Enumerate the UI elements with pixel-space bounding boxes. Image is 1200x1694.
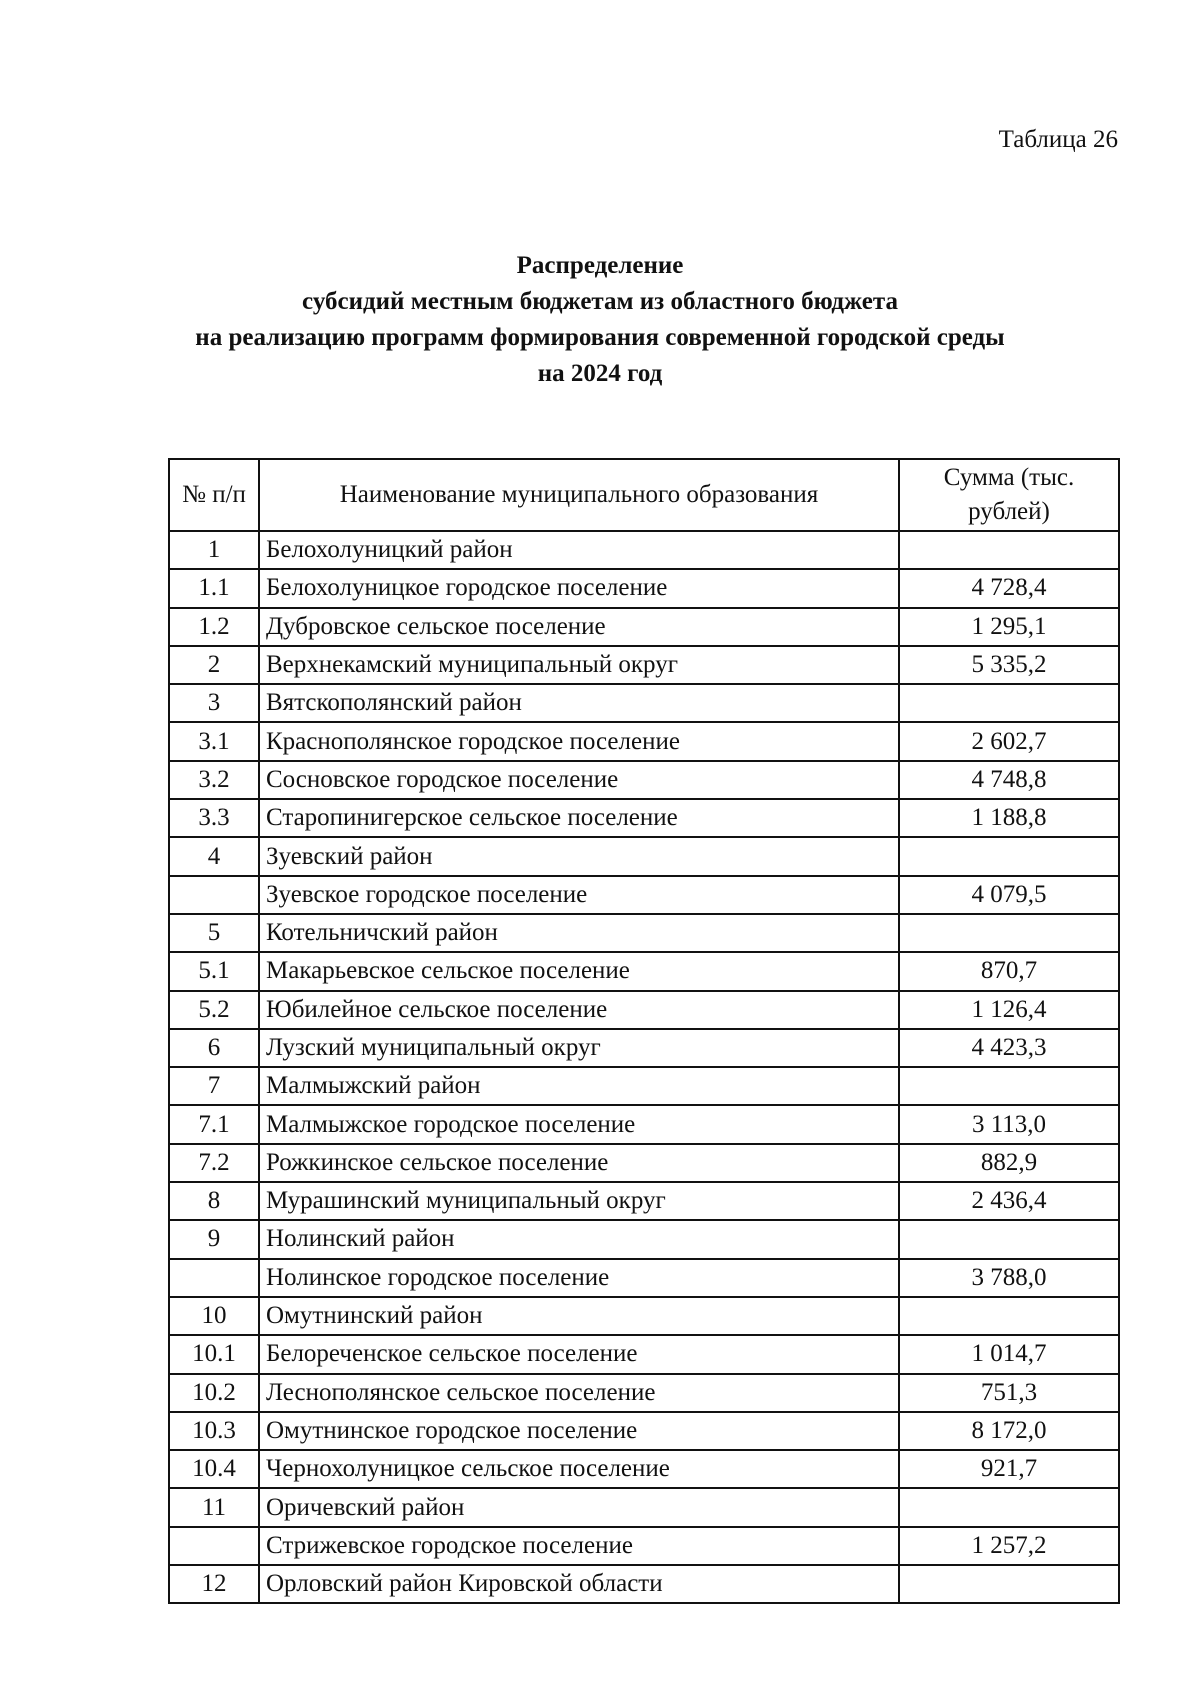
row-number-cell: 6 xyxy=(169,1029,259,1067)
table-row xyxy=(169,1144,1119,1182)
row-sum-cell: 1 014,7 xyxy=(899,1335,1119,1373)
row-sum-cell: 882,9 xyxy=(899,1144,1119,1182)
row-number-cell: 5.1 xyxy=(169,952,259,990)
table-row xyxy=(169,531,1119,569)
row-sum-cell: 8 172,0 xyxy=(899,1412,1119,1450)
title-line-3: на реализацию программ формирования современной городской среды xyxy=(195,324,1005,351)
row-name-cell: Малмыжский район xyxy=(259,1067,899,1105)
row-name-cell: Нолинский район xyxy=(259,1220,899,1258)
row-number-cell: 8 xyxy=(169,1182,259,1220)
row-name-cell: Нолинское городское поселение xyxy=(259,1259,899,1297)
table-row xyxy=(169,1067,1119,1105)
table-row xyxy=(169,952,1119,990)
column-header-sum: Сумма (тыс. рублей) xyxy=(899,459,1119,531)
table-row xyxy=(169,837,1119,875)
row-number-cell: 7.2 xyxy=(169,1144,259,1182)
row-name-cell: Дубровское сельское поселение xyxy=(259,608,899,646)
row-name-cell: Юбилейное сельское поселение xyxy=(259,991,899,1029)
row-number-cell xyxy=(169,876,259,914)
row-sum-cell xyxy=(899,1067,1119,1105)
table-row xyxy=(169,569,1119,607)
row-sum-cell: 1 257,2 xyxy=(899,1527,1119,1565)
row-number-cell: 4 xyxy=(169,837,259,875)
row-sum-cell: 5 335,2 xyxy=(899,646,1119,684)
table-row xyxy=(169,914,1119,952)
row-sum-cell: 751,3 xyxy=(899,1374,1119,1412)
row-number-cell: 5.2 xyxy=(169,991,259,1029)
row-name-cell: Зуевское городское поселение xyxy=(259,876,899,914)
row-number-cell: 3.3 xyxy=(169,799,259,837)
row-number-cell: 3.2 xyxy=(169,761,259,799)
row-sum-cell: 3 788,0 xyxy=(899,1259,1119,1297)
row-sum-cell: 3 113,0 xyxy=(899,1105,1119,1143)
table-row xyxy=(169,1412,1119,1450)
column-header-number: № п/п xyxy=(169,459,259,531)
row-sum-cell xyxy=(899,837,1119,875)
row-name-cell: Белореченское сельское поселение xyxy=(259,1335,899,1373)
row-number-cell: 10 xyxy=(169,1297,259,1335)
row-number-cell: 10.3 xyxy=(169,1412,259,1450)
row-name-cell: Омутнинский район xyxy=(259,1297,899,1335)
row-sum-cell: 2 436,4 xyxy=(899,1182,1119,1220)
row-name-cell: Старопинигерское сельское поселение xyxy=(259,799,899,837)
subsidy-table xyxy=(168,458,1120,1604)
row-name-cell: Белохолуницкий район xyxy=(259,531,899,569)
row-sum-cell xyxy=(899,1220,1119,1258)
row-name-cell: Мурашинский муниципальный округ xyxy=(259,1182,899,1220)
row-number-cell: 10.4 xyxy=(169,1450,259,1488)
table-row xyxy=(169,799,1119,837)
row-sum-cell xyxy=(899,1565,1119,1603)
table-row xyxy=(169,1335,1119,1373)
row-name-cell: Краснополянское городское поселение xyxy=(259,722,899,760)
row-name-cell: Омутнинское городское поселение xyxy=(259,1412,899,1450)
row-name-cell: Леснополянское сельское поселение xyxy=(259,1374,899,1412)
table-row xyxy=(169,722,1119,760)
table-row xyxy=(169,1259,1119,1297)
row-number-cell: 10.1 xyxy=(169,1335,259,1373)
row-number-cell: 3 xyxy=(169,684,259,722)
title-line-1: Распределение xyxy=(516,252,684,279)
row-name-cell: Сосновское городское поселение xyxy=(259,761,899,799)
row-name-cell: Белохолуницкое городское поселение xyxy=(259,569,899,607)
row-sum-cell xyxy=(899,1297,1119,1335)
row-sum-cell xyxy=(899,531,1119,569)
row-sum-cell: 1 188,8 xyxy=(899,799,1119,837)
row-sum-cell: 2 602,7 xyxy=(899,722,1119,760)
row-name-cell: Зуевский район xyxy=(259,837,899,875)
title-line-2: субсидий местным бюджетам из областного бюджета xyxy=(302,288,898,315)
table-body xyxy=(169,531,1119,1603)
table-row xyxy=(169,991,1119,1029)
table-row xyxy=(169,761,1119,799)
table-row xyxy=(169,608,1119,646)
table-row xyxy=(169,1029,1119,1067)
row-name-cell: Чернохолуницкое сельское поселение xyxy=(259,1450,899,1488)
row-number-cell: 2 xyxy=(169,646,259,684)
row-name-cell: Орловский район Кировской области xyxy=(259,1565,899,1603)
row-number-cell: 11 xyxy=(169,1488,259,1526)
table-row xyxy=(169,876,1119,914)
row-number-cell: 1 xyxy=(169,531,259,569)
row-sum-cell: 4 748,8 xyxy=(899,761,1119,799)
row-number-cell: 10.2 xyxy=(169,1374,259,1412)
row-name-cell: Котельничский район xyxy=(259,914,899,952)
row-number-cell: 9 xyxy=(169,1220,259,1258)
table-row xyxy=(169,1374,1119,1412)
row-sum-cell: 1 295,1 xyxy=(899,608,1119,646)
row-sum-cell: 4 423,3 xyxy=(899,1029,1119,1067)
row-number-cell: 7 xyxy=(169,1067,259,1105)
row-name-cell: Малмыжское городское поселение xyxy=(259,1105,899,1143)
row-sum-cell xyxy=(899,1488,1119,1526)
row-sum-cell xyxy=(899,684,1119,722)
table-row xyxy=(169,1527,1119,1565)
table-row xyxy=(169,1297,1119,1335)
table-row xyxy=(169,1105,1119,1143)
table-row xyxy=(169,1488,1119,1526)
row-name-cell: Рожкинское сельское поселение xyxy=(259,1144,899,1182)
table-row xyxy=(169,1565,1119,1603)
table-number: Таблица 26 xyxy=(998,126,1118,153)
row-sum-cell: 870,7 xyxy=(899,952,1119,990)
row-sum-cell: 1 126,4 xyxy=(899,991,1119,1029)
table-row xyxy=(169,1450,1119,1488)
row-sum-cell: 921,7 xyxy=(899,1450,1119,1488)
table-row xyxy=(169,1220,1119,1258)
document-title xyxy=(0,248,1200,392)
column-header-name: Наименование муниципального образования xyxy=(259,459,899,531)
row-number-cell: 1.2 xyxy=(169,608,259,646)
row-number-cell: 12 xyxy=(169,1565,259,1603)
row-name-cell: Верхнекамский муниципальный округ xyxy=(259,646,899,684)
row-sum-cell: 4 079,5 xyxy=(899,876,1119,914)
table-row xyxy=(169,684,1119,722)
row-sum-cell: 4 728,4 xyxy=(899,569,1119,607)
row-name-cell: Вятскополянский район xyxy=(259,684,899,722)
table-row xyxy=(169,1182,1119,1220)
row-number-cell xyxy=(169,1527,259,1565)
row-number-cell: 3.1 xyxy=(169,722,259,760)
table-row xyxy=(169,646,1119,684)
row-number-cell: 7.1 xyxy=(169,1105,259,1143)
table-header-row xyxy=(169,459,1119,531)
row-number-cell: 1.1 xyxy=(169,569,259,607)
row-name-cell: Лузский муниципальный округ xyxy=(259,1029,899,1067)
row-number-cell xyxy=(169,1259,259,1297)
row-name-cell: Оричевский район xyxy=(259,1488,899,1526)
row-name-cell: Стрижевское городское поселение xyxy=(259,1527,899,1565)
row-sum-cell xyxy=(899,914,1119,952)
title-line-4: на 2024 год xyxy=(537,360,663,387)
row-number-cell: 5 xyxy=(169,914,259,952)
row-name-cell: Макарьевское сельское поселение xyxy=(259,952,899,990)
